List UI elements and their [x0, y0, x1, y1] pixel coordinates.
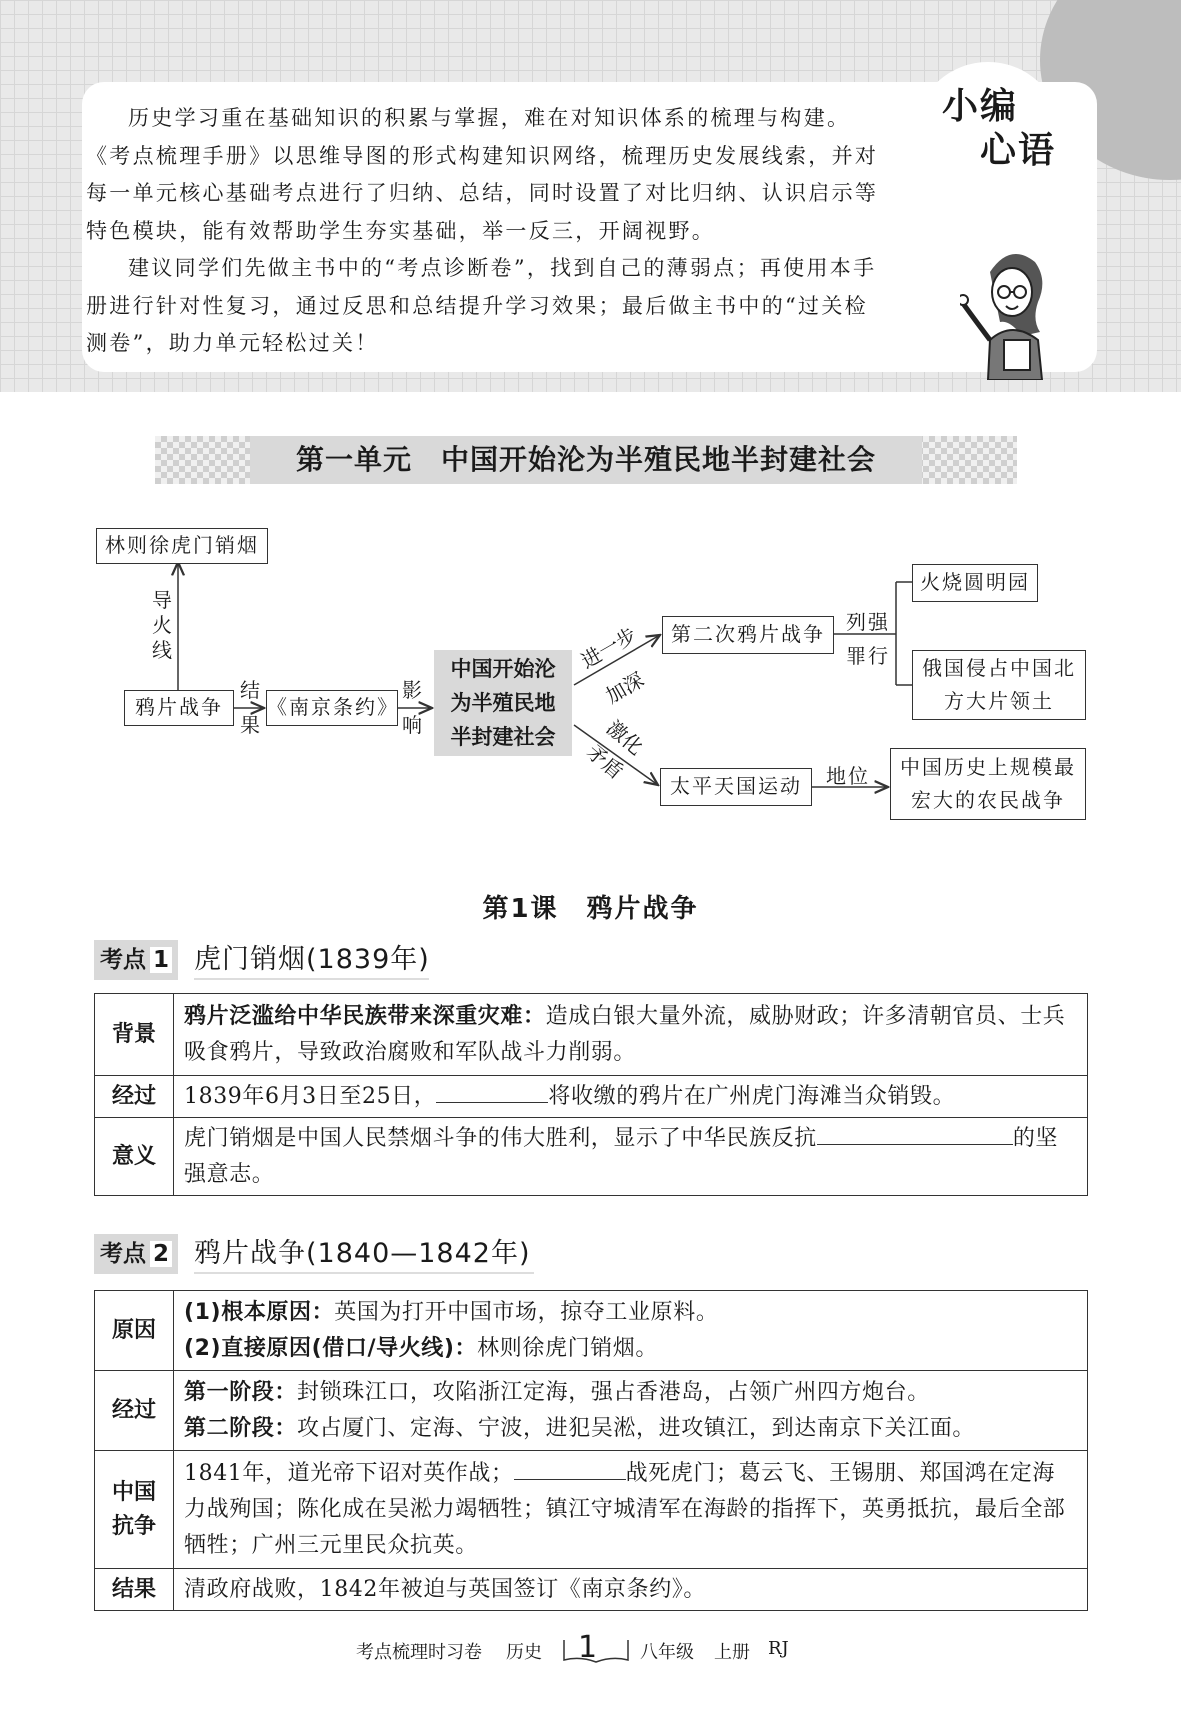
- kd2-header: [94, 1234, 531, 1274]
- kd2-cause-line: [184, 1295, 1077, 1331]
- kd2-c2-text: 林则徐虎门销烟。: [477, 1335, 658, 1361]
- kd2-proc-header: 经过: [95, 1371, 174, 1451]
- kd1-tag: [94, 940, 178, 980]
- footer-subject: 历史: [506, 1642, 542, 1663]
- mm-intensify-label: 激化: [602, 715, 649, 760]
- kd2-cause-content: [174, 1291, 1088, 1371]
- mm-core-line: 半封建社会: [450, 725, 556, 749]
- kd2-tag: [94, 1234, 178, 1274]
- kd1-sig-a: 虎门销烟是中国人民禁烟斗争的伟大胜利，显示了中华民族反抗: [184, 1125, 817, 1151]
- mm-taiping-box: 太平天国运动: [660, 768, 812, 806]
- kd2-resist-a: 1841年，道光帝下诏对英作战；: [184, 1460, 514, 1486]
- mm-contradiction-label: 矛盾: [582, 739, 629, 784]
- kd1-bg-content: [174, 994, 1088, 1076]
- kd2-c1-text: 英国为打开中国市场，掠夺工业原料。: [334, 1299, 719, 1325]
- kd2-number: 2: [150, 1241, 172, 1267]
- footer-volume: 上册: [714, 1642, 750, 1663]
- kd2-resist-b: 战死虎门；葛云飞、王锡朋、郑国鸿在定海力战殉国；陈化成在吴淞力竭牺牲；镇江守城清军在海龄的指挥下，英勇抵抗，最后全部牺牲；广州三元里民众抗英。: [184, 1460, 1066, 1558]
- kd2-title: 鸦片战争(1840—1842年): [194, 1238, 531, 1269]
- kd2-cause-line: [184, 1331, 1077, 1367]
- kd2-resist-content: [174, 1451, 1088, 1569]
- mm-russia-line: 方大片领土: [944, 689, 1054, 713]
- mm-russia-box: [912, 650, 1086, 720]
- mm-peasant-war-box: [890, 748, 1086, 820]
- kd1-title: 虎门销烟(1839年): [194, 944, 430, 975]
- footer-book-icon: [560, 1630, 632, 1670]
- intro-text: [86, 100, 886, 363]
- kd1-proc-content: [174, 1076, 1088, 1118]
- table-row: [95, 1118, 1088, 1196]
- mm-crimes-label-2: 罪行: [846, 644, 890, 668]
- mm-further-label: 进一步: [576, 622, 641, 674]
- kd2-underline: [194, 1272, 534, 1274]
- mm-peasant-line: 中国历史上规模最: [900, 755, 1076, 779]
- mm-opium-war-box: 鸦片战争: [124, 690, 234, 726]
- kd2-c1-label: (1)根本原因：: [184, 1299, 335, 1325]
- kd1-bg-text: 造成白银大量外流，威胁财政；许多清朝官员、士兵吸食鸦片，导致政治腐败和军队战斗力削弱。: [184, 1003, 1066, 1065]
- table-row: [95, 1291, 1088, 1371]
- kd2-tag-text: 考点: [100, 1241, 146, 1267]
- kd2-resist-blank: [514, 1457, 626, 1480]
- footer-edition: RJ: [768, 1638, 789, 1659]
- kd2-p2-label: 第二阶段：: [184, 1415, 298, 1441]
- mm-deepen-label: 加深: [601, 667, 649, 709]
- table-row: [95, 1451, 1088, 1569]
- kd1-sig-content: [174, 1118, 1088, 1196]
- kd1-sig-header: 意义: [95, 1118, 174, 1196]
- mm-core-box: [434, 650, 572, 756]
- mm-influence-char: 响: [402, 713, 422, 737]
- footer-grade: 八年级: [640, 1642, 694, 1663]
- kd2-proc-line: [184, 1375, 1077, 1411]
- kd2-result-content: 清政府战败，1842年被迫与英国签订《南京条约》。: [174, 1569, 1088, 1611]
- table-row: [95, 1569, 1088, 1611]
- kd2-p1-text: 封锁珠江口，攻陷浙江定海，强占香港岛，占领广州四方炮台。: [297, 1379, 930, 1405]
- kd2-resist-header: [95, 1451, 174, 1569]
- mm-core-line: 为半殖民地: [450, 691, 556, 715]
- kd1-table: [94, 993, 1088, 1196]
- mm-russia-line: 俄国侵占中国北: [922, 656, 1076, 680]
- kd2-result-header: 结果: [95, 1569, 174, 1611]
- mm-influence-label: [400, 678, 424, 738]
- kd1-bg-header: 背景: [95, 994, 174, 1076]
- mm-result-char: 果: [240, 713, 260, 737]
- mm-fuse-char: 火: [152, 613, 172, 637]
- unit-title: 第一单元 中国开始沦为半殖民地半封建社会: [295, 443, 876, 476]
- mm-result-char: 结: [240, 678, 260, 702]
- mm-yuanming-box: 火烧圆明园: [912, 564, 1038, 602]
- kd2-p1-label: 第一阶段：: [184, 1379, 298, 1405]
- kd1-number: 1: [150, 947, 172, 973]
- kd1-sig-blank: [817, 1122, 1013, 1145]
- mm-fuse-char: 导: [152, 588, 172, 612]
- mm-fuse-char: 线: [152, 638, 172, 662]
- mm-second-war-box: 第二次鸦片战争: [662, 616, 834, 654]
- intro-paragraph-1: 历史学习重在基础知识的积累与掌握，难在对知识体系的梳理与构建。《考点梳理手册》以思维导图的形式构建知识网络，梳理历史发展线索，并对每一单元核心基础考点进行了归纳、总结，同时设置了对比归纳、认识启示等特色模块，能有效帮助学生夯实基础，举一反三，开阔视野。: [86, 106, 879, 243]
- kd1-bg-bold: 鸦片泛滥给中华民族带来深重灾难：: [184, 1003, 546, 1029]
- kd1-header: [94, 940, 434, 980]
- table-row: [95, 1076, 1088, 1118]
- mm-fuse-label: [150, 588, 174, 663]
- kd1-proc-b: 将收缴的鸦片在广州虎门海滩当众销毁。: [548, 1083, 956, 1109]
- mm-status-label: 地位: [826, 764, 870, 788]
- kd2-p2-text: 攻占厦门、定海、宁波，进犯吴淞，进攻镇江，到达南京下关江面。: [297, 1415, 976, 1441]
- footer-page-number: 1: [578, 1630, 598, 1665]
- kd1-proc-a: 1839年6月3日至25日，: [184, 1083, 437, 1109]
- kd1-proc-blank: [436, 1080, 548, 1103]
- mascot-girl-icon: [960, 240, 1060, 380]
- bubble-title-line2: 心语: [980, 130, 1057, 171]
- footer-book: 考点梳理时习卷: [356, 1642, 482, 1663]
- intro-paragraph-2: 建议同学们先做主书中的“考点诊断卷”，找到自己的薄弱点；再使用本手册进行针对性复习，通过反思和总结提升学习效果；最后做主书中的“过关检测卷”，助力单元轻松过关！: [86, 256, 877, 355]
- mm-treaty-box: 《南京条约》: [266, 690, 398, 726]
- kd2-proc-line: [184, 1411, 1077, 1447]
- mm-crimes-label-1: 列强: [846, 610, 890, 634]
- kd1-tag-text: 考点: [100, 947, 146, 973]
- kd2-table: [94, 1290, 1088, 1611]
- kd2-proc-content: [174, 1371, 1088, 1451]
- kd1-sig-b: 的坚强意志。: [184, 1125, 1059, 1187]
- kd1-proc-header: 经过: [95, 1076, 174, 1118]
- kd2-cause-header: 原因: [95, 1291, 174, 1371]
- bubble-title-line1: 小编: [942, 86, 1019, 127]
- kd2-resist-head-1: 中国: [111, 1479, 156, 1505]
- mm-lin-zexu-box: 林则徐虎门销烟: [96, 528, 268, 564]
- lesson-title: 第1课 鸦片战争: [482, 894, 699, 924]
- kd2-resist-head-2: 抗争: [111, 1513, 156, 1539]
- mm-influence-char: 影: [402, 678, 422, 702]
- mm-result-label: [238, 678, 262, 738]
- kd2-c2-label: (2)直接原因(借口/导火线)：: [184, 1335, 478, 1361]
- kd1-underline: [194, 978, 429, 980]
- mm-core-line: 中国开始沦: [450, 657, 556, 681]
- table-row: [95, 994, 1088, 1076]
- table-row: [95, 1371, 1088, 1451]
- mm-peasant-line: 宏大的农民战争: [911, 788, 1065, 812]
